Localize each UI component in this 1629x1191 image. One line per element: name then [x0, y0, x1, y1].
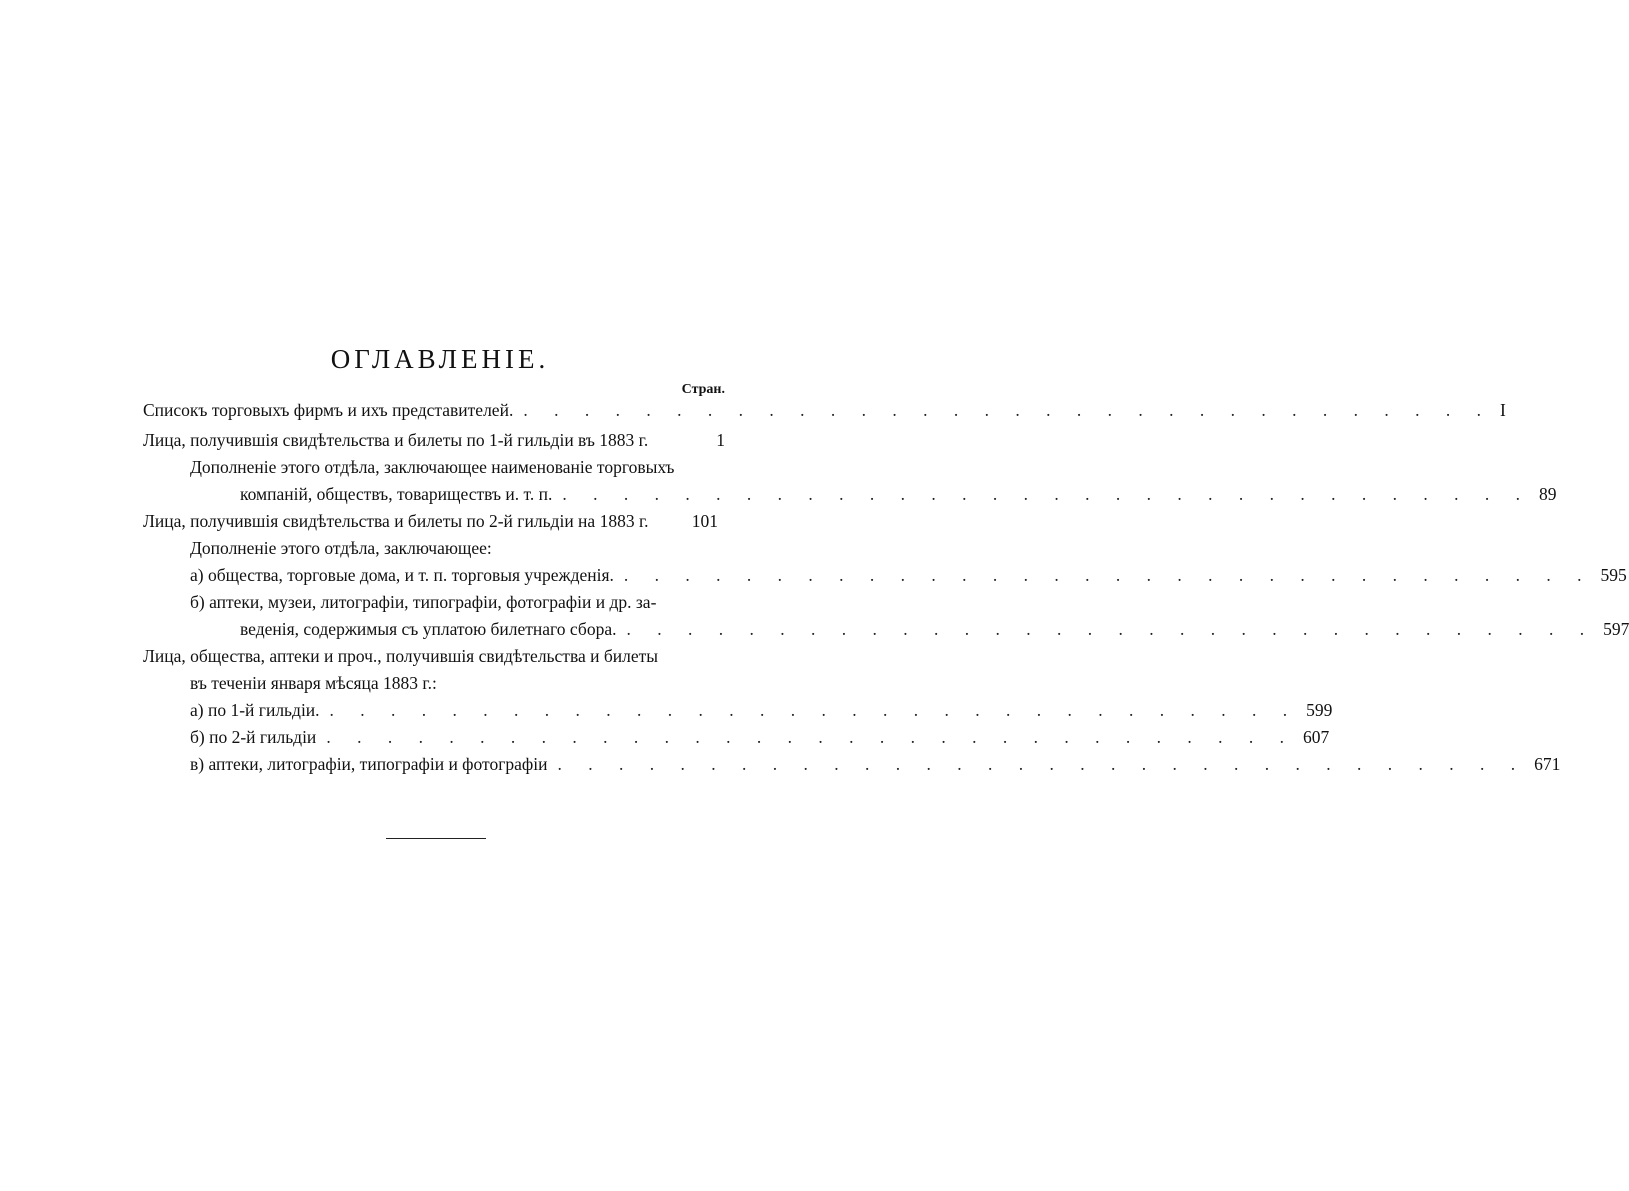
toc-entry-text: веденія, содержимыя съ уплатою билетнаго сбора. [240, 619, 617, 639]
toc-entry-text: Лица, получившія свидѣтельства и билеты по 1-й гильдіи въ 1883 г. [143, 430, 649, 450]
toc-entry-text: Лица, общества, аптеки и проч., получившія свидѣтельства и билеты [143, 646, 659, 666]
page-column-header: Стран. [681, 382, 725, 397]
dot-leader: . . . . . . . . . . . . . . . . . . . . . . . . . . . . . . . . [523, 400, 1492, 420]
dot-leader: . . . . . . . . . . . . . . . . . . . . . . . . . . . . . . . . [326, 727, 1295, 747]
toc-entry-text: Лица, получившія свидѣтельства и билеты по 2-й гильдіи на 1883 г. [143, 511, 649, 531]
toc-entry-text: Дополненіе этого отдѣла, заключающее: [190, 538, 492, 558]
toc-entry-text: а) по 1-й гильдіи. [190, 700, 320, 720]
toc-entry[interactable] [190, 697, 1333, 723]
dot-leader: . . . . . . . . . . . . . . . . . . . . . . . . . . . . . . . . [562, 484, 1531, 504]
toc-entry-text: Списокъ торговыхъ фирмъ и ихъ представителей. [143, 400, 514, 420]
toc-entry[interactable] [240, 616, 1629, 642]
toc-entry-page: 599 [1306, 700, 1333, 720]
toc-entry[interactable] [143, 508, 718, 534]
toc-entry-text: Дополненіе этого отдѣла, заключающее наименованіе торговыхъ [190, 457, 675, 477]
dot-leader: . . . . . . . . . . . . . . . . . . . . . . . . . . . . . . . . [329, 700, 1299, 720]
dot-leader: . . . . . . . . . . . . . . . . . . . . . . . . . . . . . . . . [623, 565, 1593, 585]
toc-entry-text: в) аптеки, литографіи, типографіи и фотографіи [190, 754, 548, 774]
toc-entry-text: компаній, обществъ, товариществъ и. т. п. [240, 484, 553, 504]
toc-entry[interactable] [143, 397, 1506, 423]
toc-entry[interactable] [143, 427, 725, 453]
toc-entry-page: 101 [691, 511, 718, 531]
toc-entry-page: 671 [1534, 754, 1561, 774]
toc-entry-text: б) по 2-й гильдіи [190, 727, 317, 747]
toc-entry[interactable] [190, 751, 1561, 777]
page-title: ОГЛАВЛЕНІЕ. [330, 344, 550, 374]
toc-entry[interactable] [190, 724, 1330, 750]
divider-rule [386, 838, 486, 839]
dot-leader: . . . . . . . . . . . . . . . . . . . . . . . . . . . . . . . . [626, 619, 1596, 639]
toc-entry-page: 1 [716, 430, 725, 450]
toc-entry-page: 607 [1302, 727, 1330, 747]
toc-entry-page: 597 [1603, 619, 1629, 639]
toc-entry-text: б) аптеки, музеи, литографіи, типографіи, фотографіи и др. за- [190, 592, 657, 612]
toc-entry-page: I [1499, 400, 1506, 420]
toc-entry-text: въ теченіи января мѣсяца 1883 г.: [190, 673, 437, 693]
toc-entry-text: а) общества, торговые дома, и т. п. торговыя учрежденія. [190, 565, 614, 585]
dot-leader: . . . . . . . . . . . . . . . . . . . . . . . . . . . . . . . . [557, 754, 1527, 774]
toc-entry-page: 595 [1600, 565, 1627, 585]
toc-entry[interactable] [240, 481, 1557, 507]
toc-entry[interactable] [190, 562, 1627, 588]
toc-entry-page: 89 [1538, 484, 1557, 504]
